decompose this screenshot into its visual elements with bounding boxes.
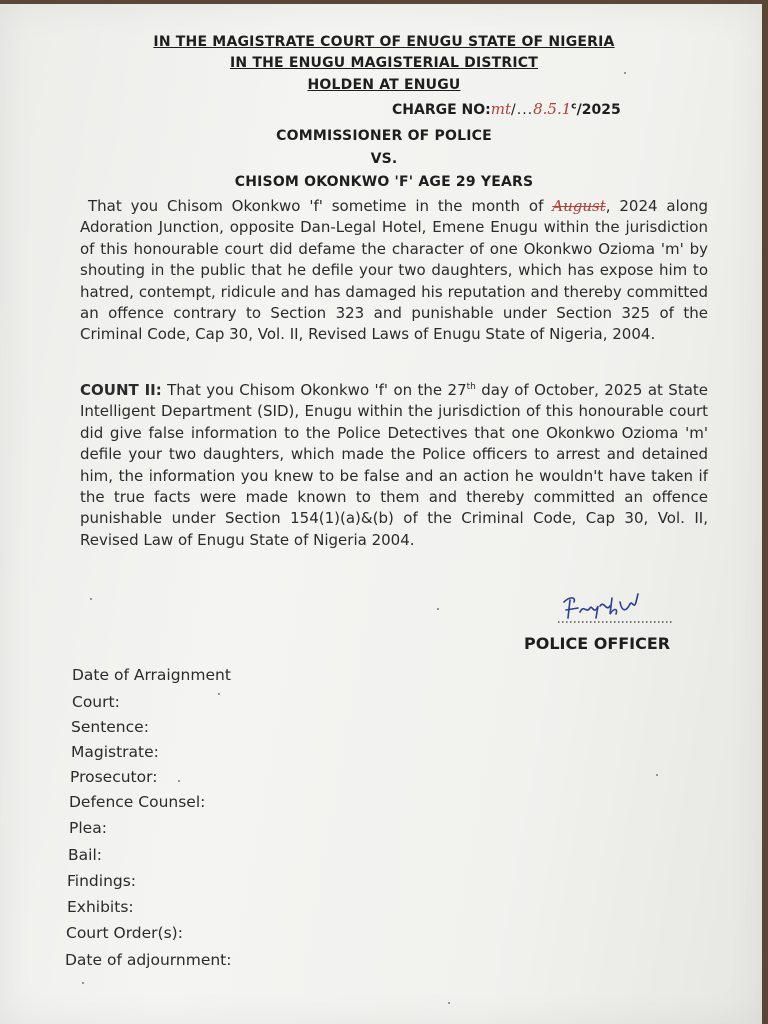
field-prosecutor: Prosecutor: — [70, 768, 158, 786]
field-date-of-adjournment: Date of adjournment: — [65, 951, 232, 969]
field-date-of-arraignment: Date of Arraignment — [72, 666, 231, 684]
charge-year: /2025 — [576, 102, 621, 118]
count-one-month-struck: August — [552, 197, 606, 215]
count-two-sup: th — [466, 382, 476, 392]
paper-speck — [656, 774, 658, 776]
paper-speck — [178, 780, 180, 782]
field-magistrate: Magistrate: — [71, 743, 159, 761]
paper-speck — [624, 72, 626, 74]
signature-mark — [556, 588, 676, 628]
paper-speck — [218, 693, 220, 695]
versus: VS. — [370, 151, 398, 167]
charge-separator: /... — [511, 102, 534, 118]
field-findings: Findings: — [67, 872, 137, 890]
charge-handwritten-number: 8.5.1 — [533, 100, 572, 118]
paper-speck — [448, 1002, 450, 1004]
field-court: Court: — [72, 693, 120, 711]
count-one-text-a: That you Chisom Okonkwo 'f' sometime in the month of — [88, 197, 553, 215]
paper-speck — [437, 608, 439, 610]
holden-title: HOLDEN AT ENUGU — [307, 77, 461, 93]
charge-handwritten-prefix: mt — [490, 100, 512, 118]
field-plea: Plea: — [69, 819, 107, 837]
charge-suffix-c: c — [571, 101, 577, 112]
count-two-text-a: That you Chisom Okonkwo 'f' on the 27 — [161, 381, 467, 399]
charge-number — [392, 100, 621, 118]
count-one-text-b: , 2024 along Adoration Junction, opposite Dan-Legal Hotel, Emene Enugu within the jurisdiction of this honourable court did defame the character of one Okonkwo Ozioma 'm' by shouting in the public that he defile your two daughters, which has expose him to hatred, contempt, ridicule and has damaged his reputation and thereby committed an offence contrary to Section 323 and punishable under Section 325 of the Criminal Code, Cap 30, Vol. II, Revised Laws of Enugu State of Nigeria, 2004. — [80, 197, 708, 344]
count-two-label: COUNT II: — [80, 381, 162, 399]
count-two-text-b: day of October, 2025 at State Intelligent Department (SID), Enugu within the jurisdiction of this honourable court did give false information to the Police Detectives that one Okonkwo Ozioma 'm' defile your two daughters, which made the Police officers to arrest and detained him, the information you knew to be false and an action he wouldn't have taken if the true facts were made known to them and thereby committed an offence punishable under Section 154(1)(a)&(b) of the Criminal Code, Cap 30, Vol. II, Revised Law of Enugu State of Nigeria 2004. — [80, 381, 709, 549]
field-exhibits: Exhibits: — [67, 898, 134, 916]
paper-speck — [82, 982, 84, 984]
court-title: IN THE MAGISTRATE COURT OF ENUGU STATE OF NIGERIA — [153, 34, 615, 50]
field-court-orders: Court Order(s): — [66, 924, 183, 942]
count-one-paragraph — [80, 196, 708, 346]
field-defence-counsel: Defence Counsel: — [69, 793, 206, 811]
accused-name: CHISOM OKONKWO 'F' AGE 29 YEARS — [234, 174, 534, 190]
complainant: COMMISSIONER OF POLICE — [276, 128, 492, 144]
count-two-paragraph — [80, 377, 708, 551]
paper-speck — [90, 598, 92, 600]
police-officer-title: POLICE OFFICER — [524, 634, 671, 653]
field-bail: Bail: — [68, 846, 102, 864]
charge-label: CHARGE NO: — [392, 102, 491, 118]
field-sentence: Sentence: — [71, 718, 149, 736]
district-title: IN THE ENUGU MAGISTERIAL DISTRICT — [229, 55, 539, 71]
